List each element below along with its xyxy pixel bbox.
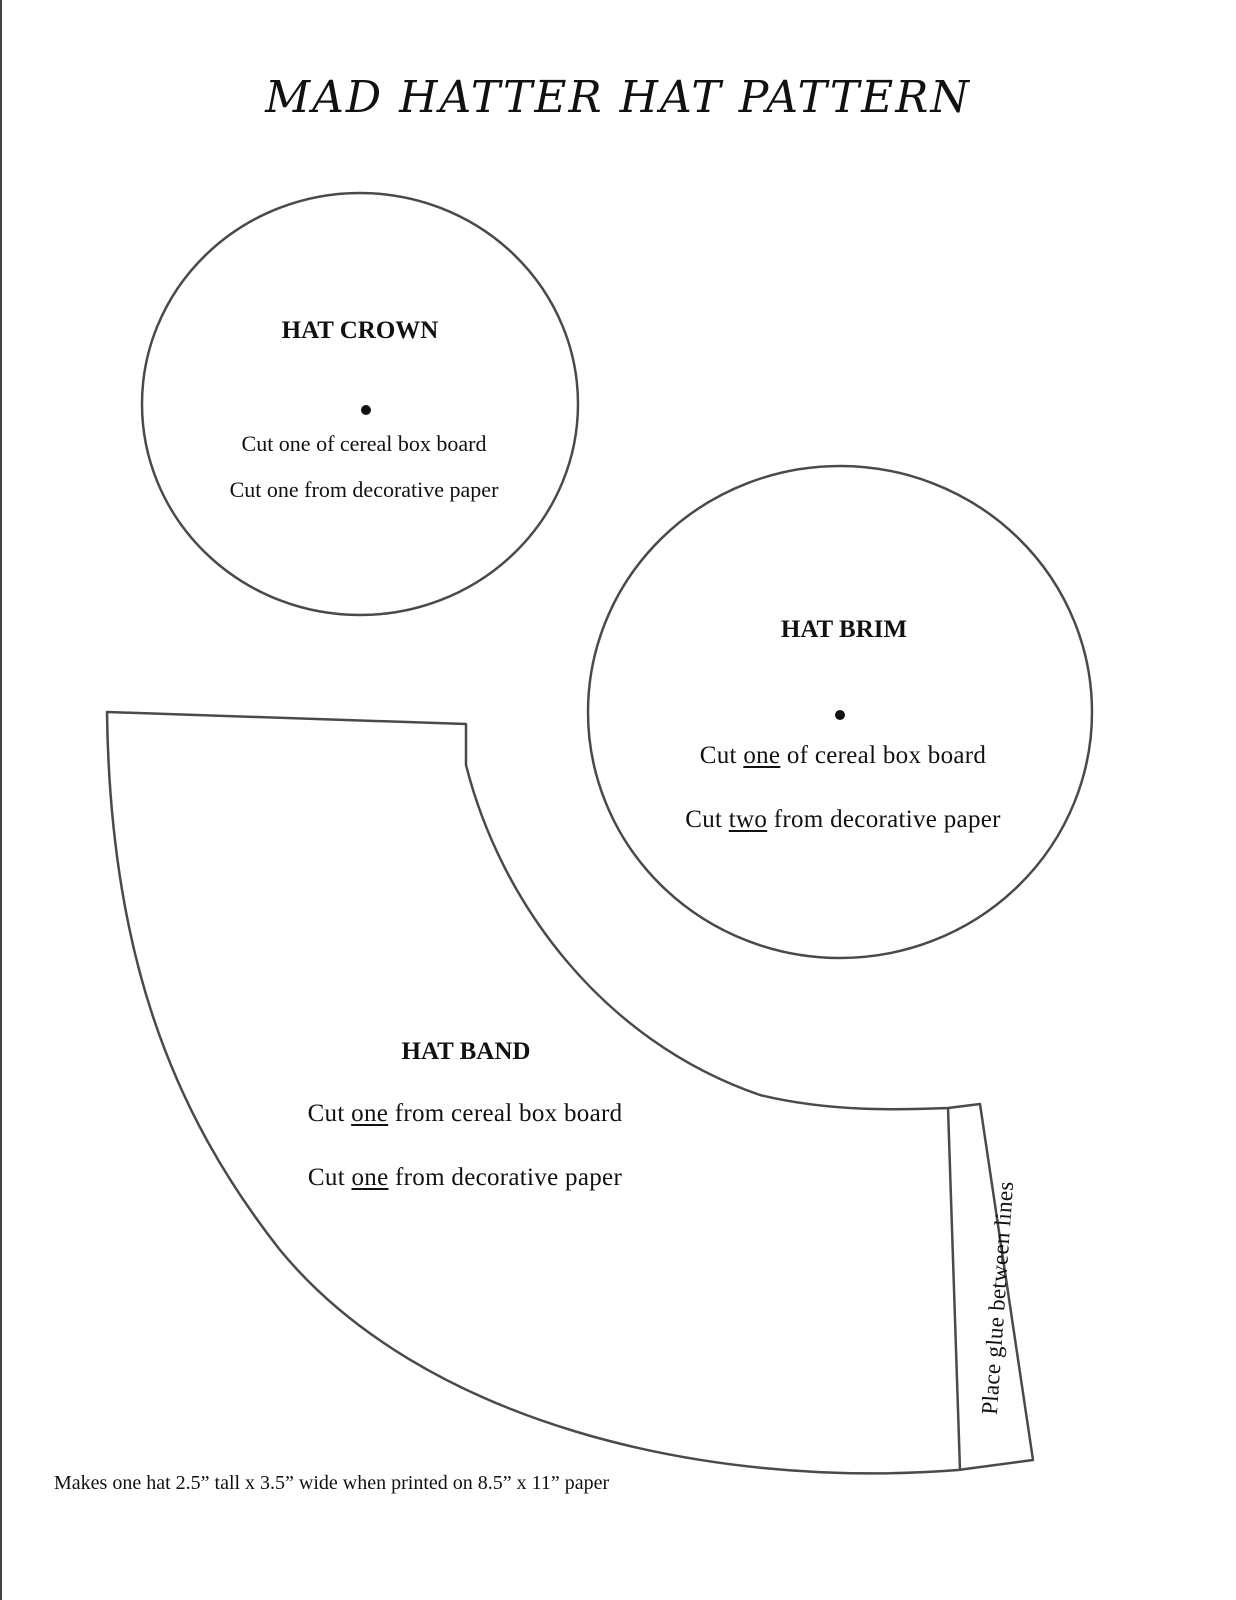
hat-brim-instruction-2: Cut two from decorative paper xyxy=(685,806,1001,833)
hat-crown-instruction-1: Cut one of cereal box board xyxy=(241,431,487,456)
hat-crown-outline xyxy=(142,193,578,615)
underlined-quantity: one xyxy=(351,1100,389,1127)
hat-brim-instruction-1: Cut one of cereal box board xyxy=(699,742,987,769)
hat-brim-center-dot xyxy=(835,710,845,720)
hat-band-heading: HAT BAND xyxy=(401,1038,531,1065)
hat-crown-instruction-2: Cut one from decorative paper xyxy=(229,477,499,502)
underlined-quantity: one xyxy=(351,1164,389,1191)
glue-tab-label: Place glue between lines xyxy=(976,1180,1019,1416)
underlined-quantity: two xyxy=(728,806,768,833)
hat-crown-center-dot xyxy=(361,405,371,415)
underlined-quantity: one xyxy=(743,742,781,769)
page-title: MAD HATTER HAT PATTERN xyxy=(265,72,971,123)
hat-band-instruction-2: Cut one from decorative paper xyxy=(307,1164,623,1191)
hat-crown-heading: HAT CROWN xyxy=(281,317,439,344)
footer-note: Makes one hat 2.5” tall x 3.5” wide when printed on 8.5” x 11” paper xyxy=(54,1472,610,1494)
hat-brim-heading: HAT BRIM xyxy=(780,616,908,643)
glue-tab-divider xyxy=(948,1108,960,1470)
hat-band-instruction-1: Cut one from cereal box board xyxy=(307,1100,623,1127)
